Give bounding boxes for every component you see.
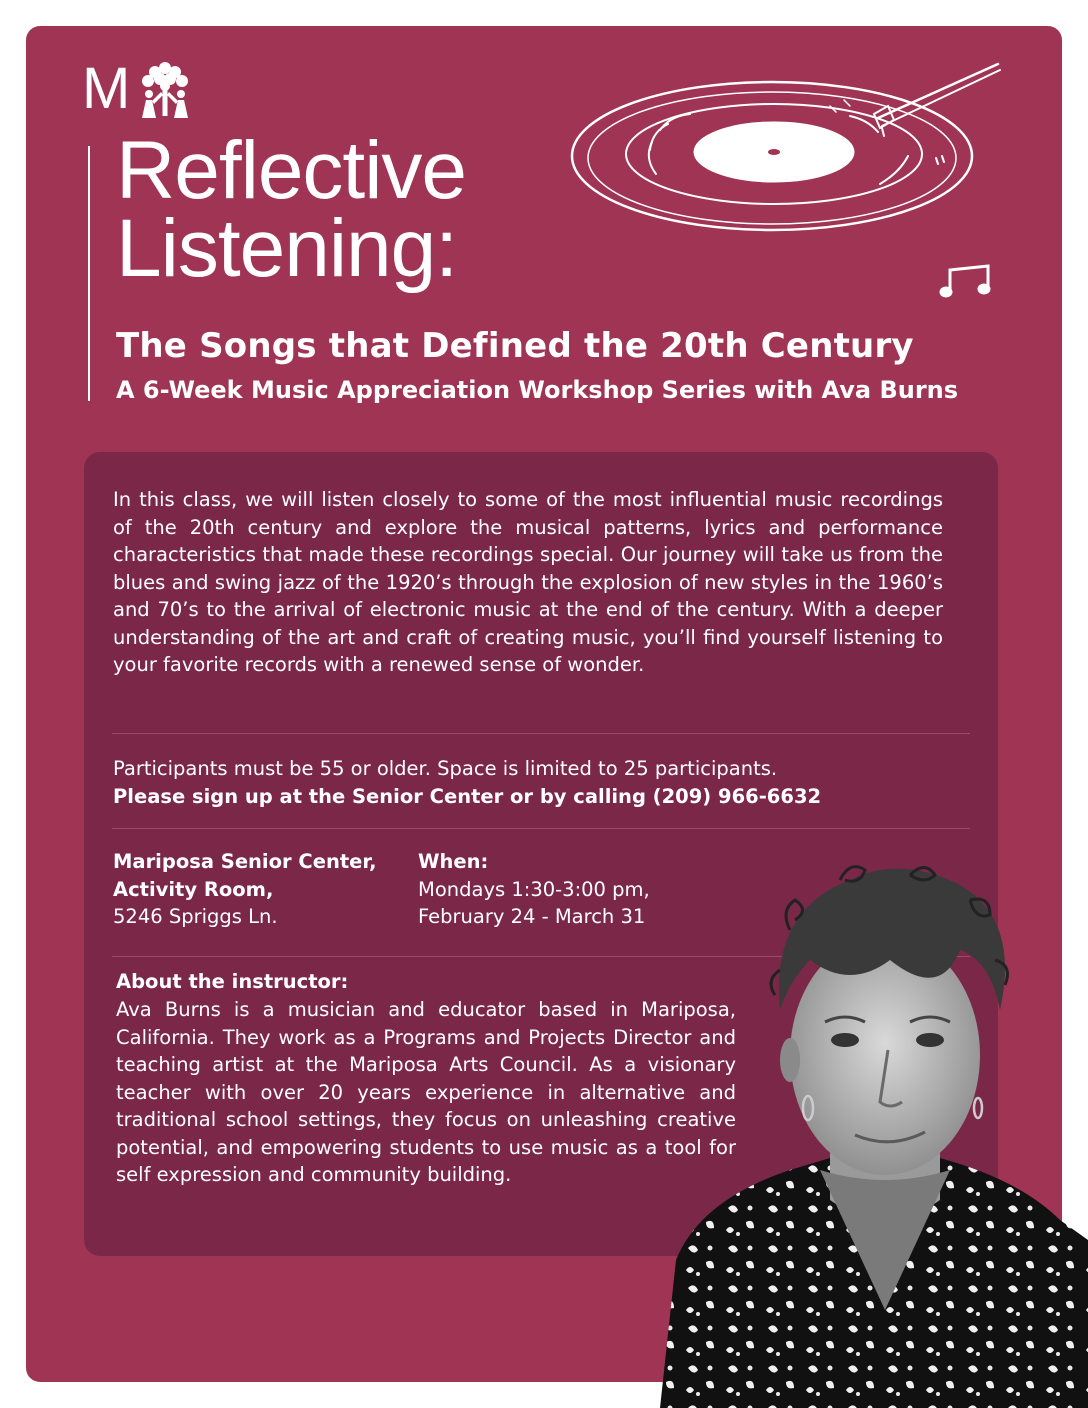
schedule-time: Mondays 1:30-3:00 pm, [418,877,650,901]
title-rule [88,146,90,401]
divider [112,828,970,829]
logo-letter: M [82,56,129,121]
divider [112,733,970,734]
eligibility-text: Participants must be 55 or older. Space is limited to 25 participants. [113,757,778,780]
instructor-photo [640,840,1088,1408]
record-player-illustration [560,56,1020,306]
logo [82,58,194,120]
instructor-heading: About the instructor: [116,970,349,993]
page-title [116,125,467,294]
subtitle: The Songs that Defined the 20th Century [116,326,914,366]
series-description: A 6-Week Music Appreciation Workshop Series with Ava Burns [116,376,959,404]
location-room: Activity Room, [113,877,274,901]
location-name: Mariposa Senior Center, [113,850,377,873]
schedule-dates: February 24 - March 31 [418,905,646,928]
title-line-2: Listening: [116,203,458,294]
music-note-icon [941,266,989,296]
location-address: 5246 Spriggs Ln. [113,905,278,928]
tree-people-icon [136,58,194,120]
title-line-1: Reflective [116,125,467,216]
location-block [113,848,413,931]
instructor-bio: Ava Burns is a musician and educator based in Mariposa, California. They work as a Programs and Projects Director and teaching artist at the Mariposa Arts Council. As a visionary teacher with over 20 years experience in alternative and traditional school settings, they focus on unleashing creative potential, and empowering students to use music as a tool for self expression and community building. [116,998,736,1186]
course-description: In this class, we will listen closely to some of the most influential music recordings of the 20th century and explore the musical patterns, lyrics and performance characteristics that made these recordings special. Our journey will take us from the blues and swing jazz of the 1920’s through the explosion of new styles in the 1960’s and 70’s to the arrival of electronic music at the end of the century. With a deeper understanding of the art and craft of creating music, you’ll find yourself listening to your favorite records with a renewed sense of wonder. [113,488,943,676]
signup-text: Please sign up at the Senior Center or by calling (209) 966-6632 [113,785,822,808]
schedule-heading: When: [418,850,489,873]
